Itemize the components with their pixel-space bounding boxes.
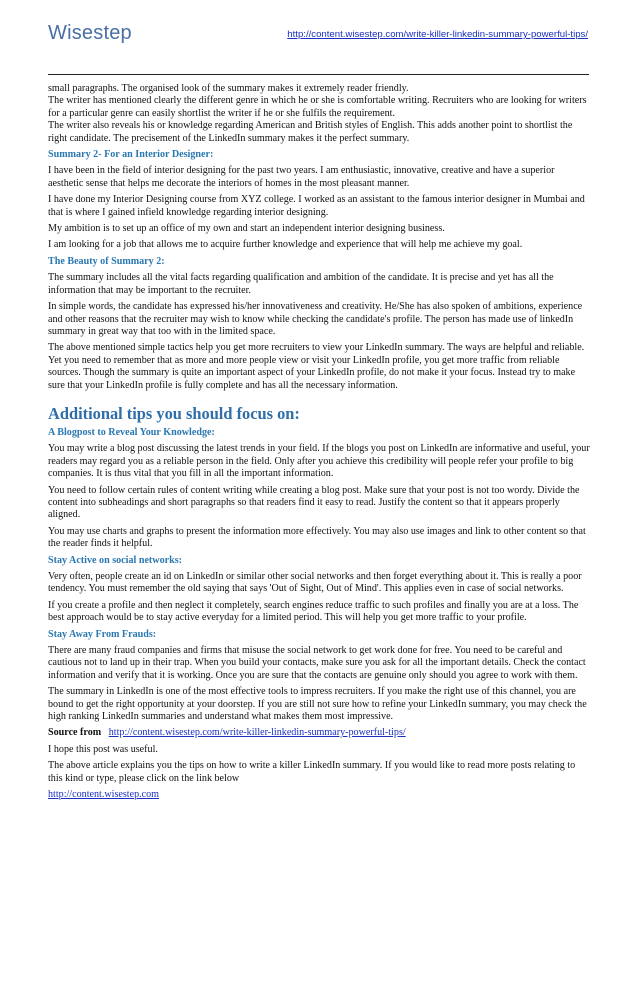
- frauds-heading: Stay Away From Frauds:: [48, 628, 157, 640]
- closing-paragraph: The above article explains you the tips on how to write a killer LinkedIn summary. If you would like to read more posts relating to this kind or type, please click on the link below: [48, 760, 576, 784]
- summary2-paragraph: I am looking for a job that allows me to acquire further knowledge and experience that will help me achieve my goal.: [48, 239, 523, 251]
- intro-paragraph: small paragraphs. The organised look of the summary makes it extremely reader friendly.: [48, 83, 409, 94]
- blogpost-heading: A Blogpost to Reveal Your Knowledge:: [48, 426, 215, 438]
- summary2-paragraph: I have done my Interior Designing course from XYZ college. I worked as an assistant to the famous interior designer in Mumbai and that is where I gained infield knowledge regarding interior designing.: [48, 194, 585, 218]
- brand-logo-text: Wisestep: [48, 22, 132, 44]
- summary2-heading: Summary 2- For an Interior Designer:: [48, 149, 214, 161]
- blogpost-paragraph: You need to follow certain rules of content writing while creating a blog post. Make sure that your post is not too wordy. Divide the content into subheadings and short paragraphs so that readers find it easy to read. Justify the content so that it appears properly aligned.: [48, 484, 580, 521]
- summary2-paragraph: I have been in the field of interior designing for the past two years. I am enthusiastic, innovative, creative and have a superior aesthetic sense that helps me decorate the interiors of homes in the most pleasant manner.: [48, 165, 555, 189]
- source-line: [48, 727, 590, 739]
- frauds-paragraph: The summary in LinkedIn is one of the most effective tools to impress recruiters. If you make the right use of this channel, you are bound to get the right opportunity at your doorstep. If you are still not sure how to refine your LinkedIn summary, you may check the high ranking LinkedIn summaries and understand what makes them most impressive.: [48, 686, 587, 723]
- tips-heading: Additional tips you should focus on:: [48, 403, 300, 423]
- page-header: [48, 22, 588, 46]
- frauds-paragraph: There are many fraud companies and firms that misuse the social network to get work done for free. You need to be careful and cautious not to land up in their trap. When you build your contacts, make sure you ask for all the important details. Check the contact information and verify that it is working. Once you are sure that the contacts are genuine only should you agree to work with them.: [48, 645, 586, 681]
- blogpost-paragraph: You may write a blog post discussing the latest trends in your field. If the blogs you post on LinkedIn are informative and useful, your readers may regard you as a reliable person in the field. Only after you achieve this credibility will people refer your profile to big companies. It is thus vital that you fill in all the important information.: [48, 443, 590, 480]
- blogpost-paragraph: You may use charts and graphs to present the information more effectively. You may also use images and link to other content so that the reader finds it helpful.: [48, 525, 586, 550]
- active-heading: Stay Active on social networks:: [48, 554, 183, 566]
- article-body: [48, 83, 590, 806]
- intro-paragraph: The writer has mentioned clearly the different genre in which he or she is comfortable writing. Recruiters who are looking for writers for a particular genre can easily shortlist the writer if he or she fulfils the requirement.: [48, 95, 587, 119]
- intro-paragraph: The writer also reveals his or knowledge regarding American and British styles of English. This adds another point to shortlist the right candidate. The precisement of the LinkedIn summary makes it the perfect summary.: [48, 120, 573, 144]
- summary2-paragraph: My ambition is to set up an office of my own and start an independent interior designing business.: [48, 223, 445, 235]
- home-link[interactable]: http://content.wisestep.com: [48, 789, 160, 801]
- beauty-paragraph: The above mentioned simple tactics help you get more recruiters to view your LinkedIn summary. The ways are helpful and reliable. Yet you need to remember that as more and more people view or visit your LinkedIn profile, you get more traffic from reliable sources. Though the summary is quite an important aspect of your LinkedIn profile, do not make it your focus. Instead try to make sure that your LinkedIn profile is fully complete and has all the necessary information.: [48, 342, 585, 391]
- home-link-line: [48, 789, 590, 801]
- source-link[interactable]: http://content.wisestep.com/write-killer-linkedin-summary-powerful-tips/: [108, 727, 406, 739]
- hope-line: I hope this post was useful.: [48, 743, 158, 755]
- beauty-paragraph: The summary includes all the vital facts regarding qualification and ambition of the candidate. It is precise and yet has all the information that may be important to the recruiter.: [48, 272, 554, 296]
- beauty-heading: The Beauty of Summary 2:: [48, 255, 165, 267]
- header-divider: [48, 74, 589, 75]
- active-paragraph: If you create a profile and then neglect it completely, search engines reduce traffic to such profiles and finally you are at a loss. The best approach would be to stay active everyday for a limited period. This will help you get more traffic to your profile.: [48, 599, 579, 624]
- active-paragraph: Very often, people create an id on LinkedIn or similar other social networks and then forget everything about it. This is really a poor tendency. You must remember the old saying that says 'Out of Sight, Out of Mind'. This applies even in case of social networks.: [48, 571, 582, 595]
- beauty-paragraph: In simple words, the candidate has expressed his/her innovativeness and creativity. He/She has also spoken of ambitions, experience and other reasons that the recruiter may wish to know while checking the candidate's profile. The person has made use of linkedIn summary in great way that too with in the limited space.: [48, 301, 583, 337]
- source-label: Source from: [48, 727, 102, 739]
- header-article-link[interactable]: http://content.wisestep.com/write-killer-linkedin-summary-powerful-tips/: [287, 29, 588, 40]
